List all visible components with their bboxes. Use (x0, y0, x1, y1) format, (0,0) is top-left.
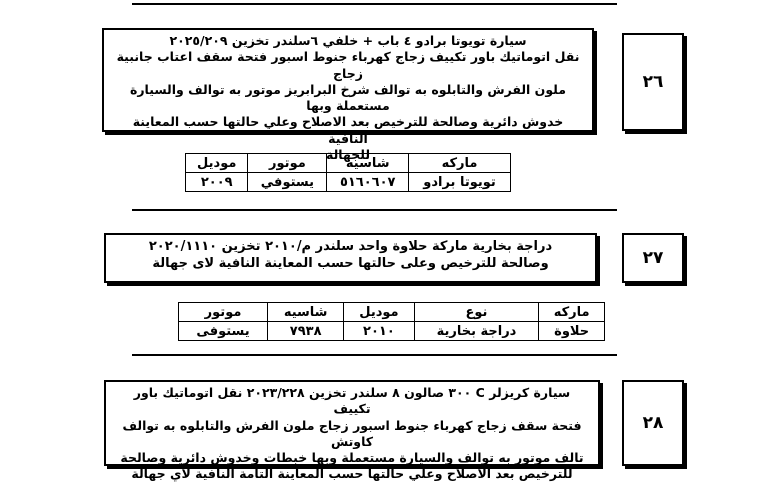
spec-value-cell: يستوفى (179, 322, 268, 341)
spec-header-row (186, 154, 511, 173)
spec-value-cell: يستوفي (248, 173, 327, 192)
item-27-spec-table (178, 302, 605, 341)
item-26-number-label: ٢٦ (642, 72, 664, 92)
spec-value-row (186, 173, 511, 192)
spec-value-cell: ٥١٦٠٦٠٧ (327, 173, 409, 192)
spec-header-cell: ماركه (409, 154, 511, 173)
item-28-line-2: فتحة سقف زجاج كهرباء جنوط اسبور زجاج ملون الفرش والتابلوه به توالف كاوتش (122, 417, 582, 449)
item-28-line-4: للترخيص بعد الاصلاح وعلي حالتها حسب المعاينة التامة النافية لاي جهالة (131, 466, 573, 482)
spec-header-cell: ماركه (539, 303, 605, 322)
spec-value-cell: ٢٠١٠ (344, 322, 414, 341)
spec-value-cell: ٧٩٣٨ (268, 322, 344, 341)
spec-header-cell: شاسيه (268, 303, 344, 322)
spec-header-cell: موديل (344, 303, 414, 322)
item-27-line-2: وصالحة للترخيص وعلى حالتها حسب المعاينة النافية لاى جهالة (152, 255, 549, 271)
spec-value-cell: ٢٠٠٩ (186, 173, 248, 192)
spec-header-cell: موتور (179, 303, 268, 322)
top-divider (132, 3, 617, 5)
item-26-line-2: نقل اتوماتيك باور تكييف زجاج كهرباء جنوط اسبور فتحة سقف اعتاب جانبية زجاج (116, 49, 580, 81)
item-26-spec-table (185, 153, 511, 192)
divider-2 (132, 354, 617, 356)
item-28-description (104, 380, 600, 482)
item-27-number (622, 233, 684, 283)
item-26-description (102, 28, 594, 162)
item-28-number-label: ٢٨ (642, 413, 664, 433)
spec-value-cell: دراجة بخارية (414, 322, 539, 341)
spec-header-cell: نوع (414, 303, 539, 322)
item-26-line-4: خدوش دائرية وصالحة للترخيص بعد الاصلاح وعلي حالتها حسب المعاينة النافية (132, 114, 564, 146)
item-28-line-3: تالف موتور به توالف والسيارة مستعملة وبها خبطات وخدوش دائرية وصالحة (120, 450, 584, 465)
spec-header-cell: شاسيه (327, 154, 409, 173)
item-27-line-1: دراجة بخارية ماركة حلاوة واحد سلندر م/٢٠١٠ تخزين ٢٠٢٠/١١١٠ (148, 239, 553, 254)
item-26-line-1: سيارة تويوتا برادو ٤ باب + خلفي ٦سلندر تخزين ٢٠٢٥/٢٠٩ (169, 33, 527, 48)
spec-header-cell: موديل (186, 154, 248, 173)
spec-value-row (179, 322, 605, 341)
item-28-line-1: سيارة كريزلر C ٣٠٠ صالون ٨ سلندر تخزين ٢٠٢٣/٢٢٨ نقل اتوماتيك باور تكييف (133, 385, 571, 417)
item-27-number-label: ٢٧ (642, 248, 664, 268)
spec-header-cell: موتور (248, 154, 327, 173)
item-26-line-3: ملون الفرش والتابلوه به توالف شرخ البرابريز موتور به توالف والسيارة مستعملة وبها (129, 81, 567, 113)
item-26-number (622, 33, 684, 131)
item-26-line-5: للجهالة (325, 146, 371, 162)
spec-value-cell: حلاوة (539, 322, 605, 341)
spec-value-cell: تويوتا برادو (409, 173, 511, 192)
item-27-description (104, 233, 597, 283)
item-28-number (622, 380, 684, 466)
spec-header-row (179, 303, 605, 322)
divider-1 (132, 209, 617, 211)
